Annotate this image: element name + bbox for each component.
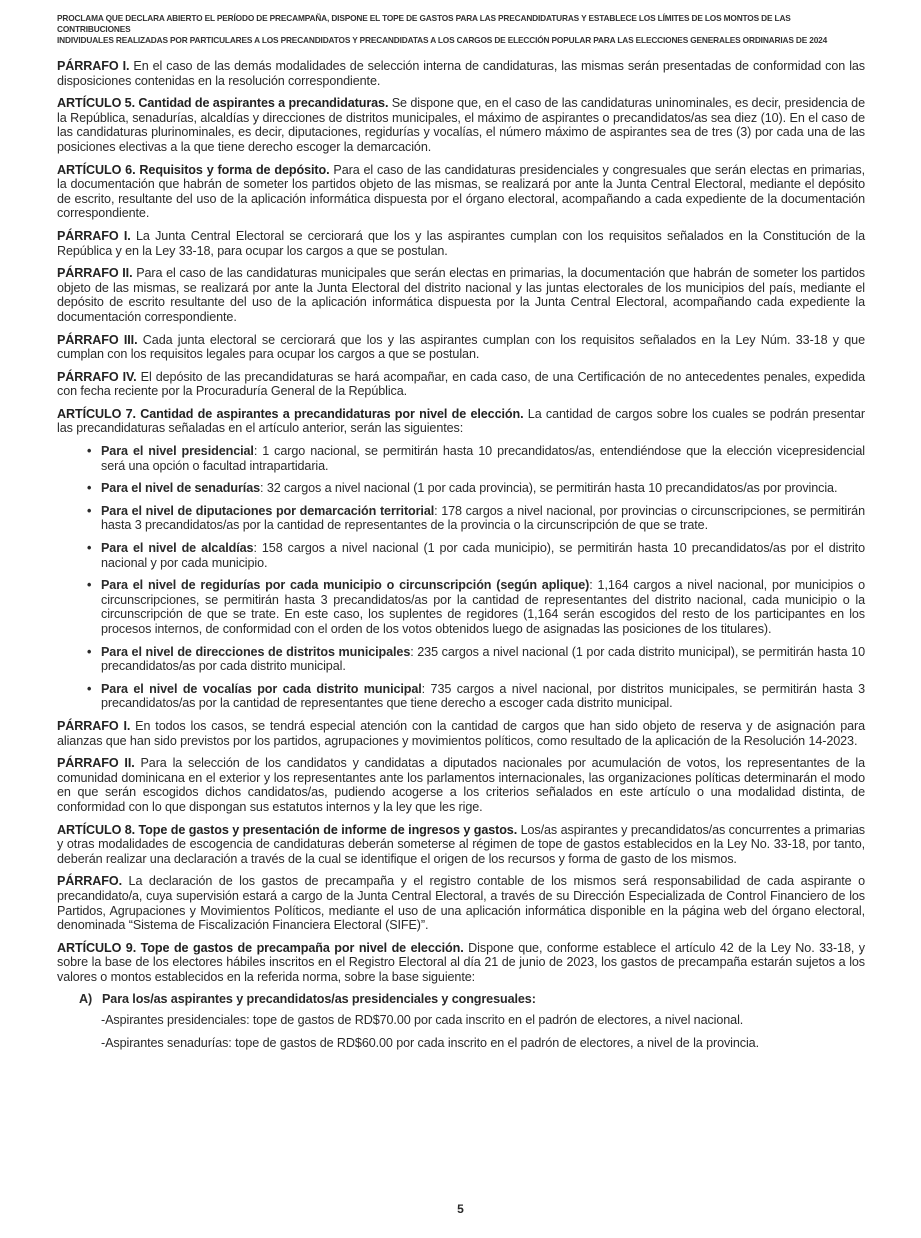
article-heading: ARTÍCULO 9. Tope de gastos de precampaña por nivel de elección. (57, 940, 464, 955)
subsection-line: -Aspirantes senadurías: tope de gastos de RD$60.00 por cada inscrito en el padrón de electores, a nivel de la provincia. (101, 1035, 759, 1050)
list-item-heading: Para el nivel de senadurías (101, 481, 261, 496)
article-text: La cantidad de cargos sobre los cuales se podrán presentar las precandidaturas señaladas en el artículo anterior, serán las siguientes: (57, 406, 865, 436)
article-6 (57, 163, 865, 221)
paragraph-text: El depósito de las precandidaturas se hará acompañar, en cada caso, de una Certificación de no antecedentes penales, expedida con fecha reciente por la Procuraduría General de la República. (57, 369, 865, 399)
paragraph-heading: PÁRRAFO. (57, 874, 122, 889)
article-heading: ARTÍCULO 5. Cantidad de aspirantes a precandidaturas. (57, 96, 389, 111)
list-item-text: : 735 cargos a nivel nacional, por distritos municipales, se permitirán hasta 3 precandidatos/as por la cantidad de representantes que tiene derecho a escoger cada distrito municipal. (101, 681, 865, 711)
list-item (101, 578, 865, 636)
article-text: Se dispone que, en el caso de las candidaturas uninominales, es decir, presidencia de la República, senadurías, alcaldías y direcciones de distritos municipales, el máximo de aspirantes o precandidatos/as sea diez (10). En el caso de las candidaturas plurinominales, es decir, diputaciones, regidurías y vocalías, el número máximo de aspirantes sea de tres (3) por cada una de las posiciones electivas a la que tiene derecho escoger la demarcación. (57, 96, 865, 154)
list-item-heading: Para el nivel de diputaciones por demarcación territorial (101, 503, 435, 518)
list-item-heading: Para el nivel de vocalías por cada distrito municipal (101, 681, 422, 696)
paragraph (57, 59, 865, 88)
paragraph-text: Para el caso de las candidaturas municipales que serán electas en primarias, la documentación que habrán de someter los partidos objeto de las mismas, se realizará por ante la Junta Electoral del distrito nacional y las juntas electorales de los municipios del país, mediante el depósito de escrito resultante del uso de la aplicación informática dispuesta por la Junta Central Electoral, acompañando cada expediente la documentación correspondiente. (57, 266, 866, 324)
list-item (101, 541, 865, 570)
list-item-heading: Para el nivel de alcaldías (101, 541, 254, 556)
paragraph-heading: PÁRRAFO II. (57, 266, 133, 281)
list-item-heading: Para el nivel de direcciones de distritos municipales (101, 644, 411, 659)
paragraph (57, 266, 865, 324)
paragraph-text: La declaración de los gastos de precampaña y el registro contable de los mismos será responsabilidad de cada aspirante o precandidato/a, cuya supervisión estará a cargo de la Junta Central Electoral, a través de su Dirección Especializada de Control Financiero de los Partidos, Agrupaciones y Movimientos Políticos, mediante el uso de una aplicación informática disponible en la página web del órgano electoral, denominada “Sistema de Fiscalización Financiera Electoral (SIFE)”. (57, 874, 865, 933)
paragraph-text: Para la selección de los candidatos y candidatas a diputados nacionales por acumulación de votos, los representantes de la comunidad dominicana en el exterior y los representantes ante los parlamentos internacionales, las organizaciones políticas determinarán el modo en que serán escogidos dichos candidatos/as, pudiendo acogerse a los criterios señalados en este artículo o una modalidad distinta, de conformidad con lo que dispongan sus estatutos internos y la ley que les rige. (57, 756, 866, 814)
paragraph (57, 756, 865, 814)
paragraph-heading: PÁRRAFO I. (57, 228, 131, 243)
list-item-text: : 1 cargo nacional, se permitirán hasta 10 precandidatos/as, entendiéndose que la elección vicepresidencial será una opción o facultad intrapartidaria. (101, 444, 866, 473)
list-item-text: : 235 cargos a nivel nacional (1 por cada distrito municipal), se permitirán hasta 10 precandidatos/as por cada distrito municipal. (101, 644, 865, 674)
paragraph-heading: PÁRRAFO I. (57, 59, 130, 73)
document-body (57, 59, 865, 1050)
subsection-a (79, 992, 865, 1007)
header-line-2: INDIVIDUALES REALIZADAS POR PARTICULARES A LOS PRECANDIDATOS Y PRECANDIDATAS A LOS CARGOS DE ELECCIÓN POPULAR PARA LAS ELECCIONES GENERALES ORDINARIAS DE 2024 (57, 35, 828, 45)
bullet-list (57, 444, 865, 711)
subsection-line: -Aspirantes presidenciales: tope de gastos de RD$70.00 por cada inscrito en el padrón de electores, a nivel nacional. (101, 1013, 744, 1028)
paragraph (57, 719, 865, 748)
paragraph (57, 874, 865, 932)
article-7 (57, 407, 865, 436)
header-line-1: PROCLAMA QUE DECLARA ABIERTO EL PERÍODO DE PRECAMPAÑA, DISPONE EL TOPE DE GASTOS PARA LAS PRECANDIDATURAS Y ESTABLECE LOS LÍMITES DE LOS MONTOS DE LAS CONTRIBUCIONES (57, 13, 791, 34)
article-text: Para el caso de las candidaturas presidenciales y congresuales que serán electas en primarias, la documentación que habrán de someter los partidos objeto de las mismas, se realizará por ante la Junta Central Electoral, mediante el depósito de escrito, resultante del uso de la aplicación informática dispuesta por el órgano electoral, acompañando a cada expediente de la documentación correspondiente. (57, 162, 865, 221)
list-item-text: : 32 cargos a nivel nacional (1 por cada provincia), se permitirán hasta 10 precandidatos/as por provincia. (260, 481, 838, 496)
list-item (101, 682, 865, 711)
paragraph-text: Cada junta electoral se cerciorará que los y las aspirantes cumplan con los requisitos señalados en la Ley Núm. 33-18 y que cumplan con los requisitos legales para ocupar los cargos a que se postulan. (57, 332, 865, 362)
paragraph (57, 370, 865, 399)
paragraph-text: En todos los casos, se tendrá especial atención con la cantidad de cargos que han sido objeto de reserva y de asignación para alianzas que han sido previstos por los partidos, agrupaciones y movimientos políticos, como resultado de la aplicación de la Resolución 14-2023. (57, 718, 865, 748)
paragraph (57, 229, 865, 258)
article-text: Los/as aspirantes y precandidatos/as concurrentes a primarias y otras modalidades de escogencia de candidaturas deberán someterse al régimen de tope de gastos establecidos en la Ley No. 33-18, por tanto, deberán realizar una declaración a través de la cual se identifique el origen de los recursos y forma de gasto de los mismos. (57, 822, 865, 866)
paragraph (57, 333, 865, 362)
paragraph-heading: PÁRRAFO II. (57, 756, 135, 771)
list-item (101, 504, 865, 533)
article-text: Dispone que, conforme establece el artículo 42 de la Ley No. 33-18, y sobre la base de los electores hábiles inscritos en el Registro Electoral al día 21 de junio de 2023, los gastos de precampaña estarán sujetos a los valores o montos establecidos en la referida norma, sobre la base siguiente: (57, 940, 865, 984)
paragraph-heading: PÁRRAFO III. (57, 332, 138, 347)
paragraph-text: La Junta Central Electoral se cerciorará que los y las aspirantes cumplan con los requisitos señalados en la Constitución de la República y en la Ley 33-18, para ocupar los cargos a que se postulan. (57, 228, 865, 258)
list-item (101, 645, 865, 674)
list-item-text: : 158 cargos a nivel nacional (1 por cada municipio), se permitirán hasta 10 precandidatos/as por el distrito nacional y por cada municipio. (101, 541, 865, 570)
subsection-title: Para los/as aspirantes y precandidatos/as presidenciales y congresuales: (102, 992, 536, 1007)
list-item-heading: Para el nivel presidencial (101, 444, 254, 459)
article-5 (57, 96, 865, 154)
list-item-heading: Para el nivel de regidurías por cada municipio o circunscripción (según aplique) (101, 578, 590, 593)
article-heading: ARTÍCULO 8. Tope de gastos y presentación de informe de ingresos y gastos. (57, 822, 518, 837)
paragraph-heading: PÁRRAFO IV. (57, 369, 137, 384)
running-header (57, 13, 865, 46)
list-item-text: : 1,164 cargos a nivel nacional, por municipios o circunscripciones, se permitirán hasta 3 precandidatos/as por la cantidad de representantes del distrito nacional, cada municipio o la circunscripción de que se trate. En este caso, los suplentes de regidores (1,164 serán escogidos del resto de los participantes en los procesos internos, de conformidad con el orden de los votos obtenidos luego de asignadas las posiciones de los titulares). (101, 578, 865, 636)
list-item (101, 444, 865, 473)
article-9 (57, 941, 865, 985)
paragraph-heading: PÁRRAFO I. (57, 718, 131, 733)
subsection-letter: A) (79, 992, 93, 1007)
article-heading: ARTÍCULO 6. Requisitos y forma de depósito. (57, 162, 330, 177)
list-item-text: : 178 cargos a nivel nacional, por provincias o circunscripciones, se permitirán hasta 3 precandidatos/as por la cantidad de representantes de la provincia o la circunscripción de que se trate. (101, 503, 865, 533)
article-heading: ARTÍCULO 7. Cantidad de aspirantes a precandidaturas por nivel de elección. (57, 406, 524, 421)
paragraph-text: En el caso de las demás modalidades de selección interna de candidaturas, las mismas serán presentadas de conformidad con las disposiciones contenidas en la resolución correspondiente. (57, 59, 865, 88)
page-number: 5 (457, 1202, 464, 1216)
list-item (101, 481, 865, 496)
article-8 (57, 823, 865, 867)
